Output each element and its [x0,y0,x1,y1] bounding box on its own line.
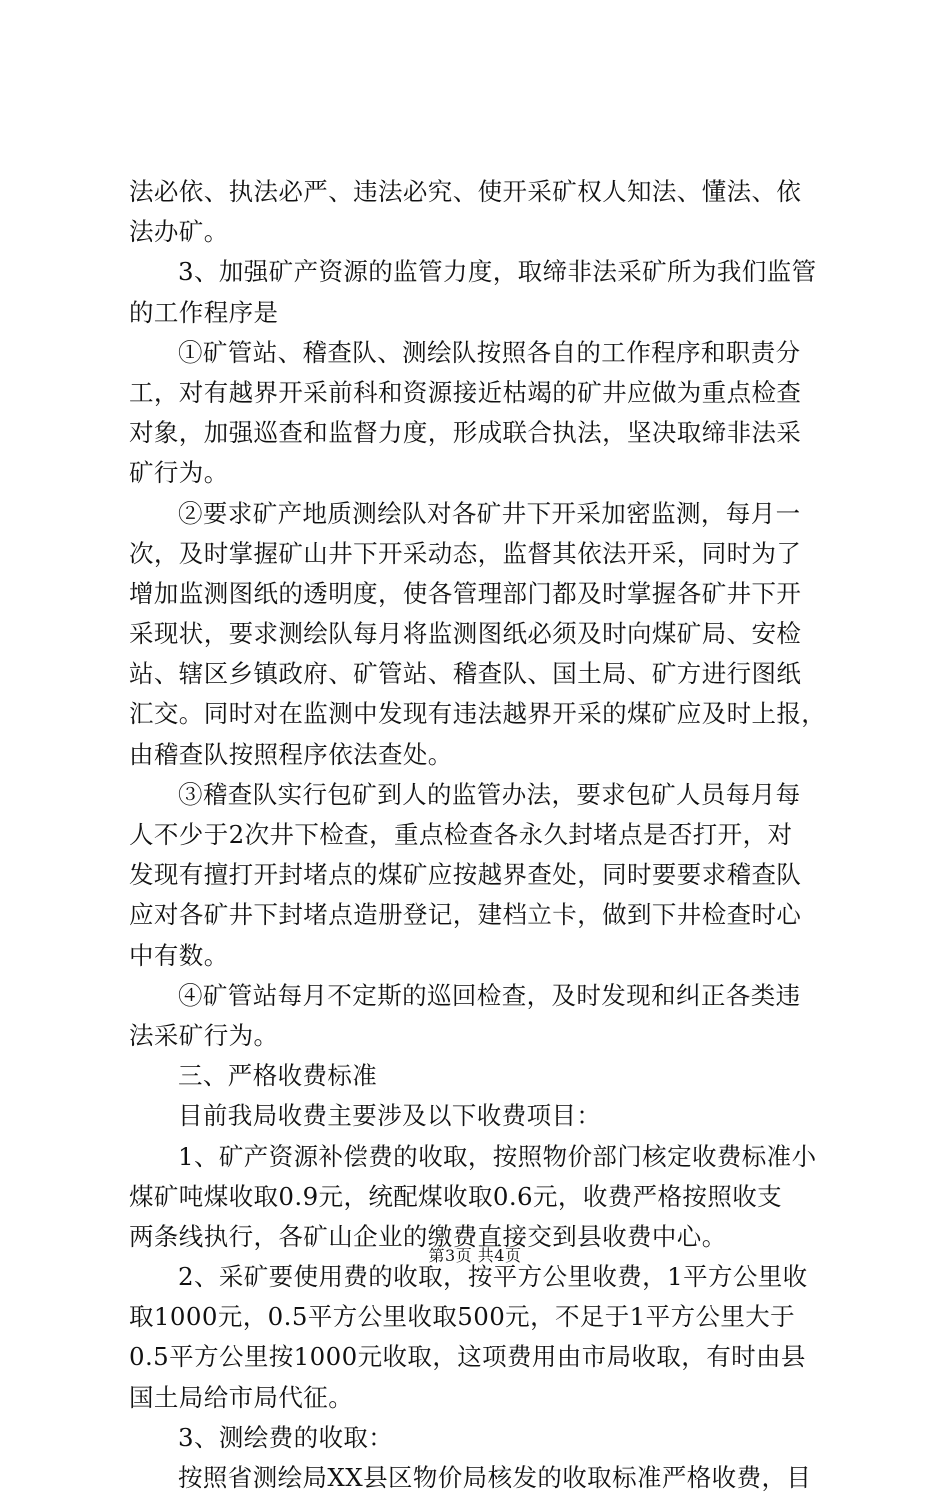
text-line: 取1000元，0.5平方公里收取500元，不足于1平方公里大于 [129,1302,796,1332]
text-line: 次，及时掌握矿山井下开采动态，监督其依法开采，同时为了 [129,538,802,568]
text-line: ②要求矿产地质测绘队对各矿井下开采加密监测，每月一 [178,498,801,528]
text-line: 0.5平方公里按1000元收取，这项费用由市局收取，有时由县 [129,1342,806,1372]
text-line: 汇交。同时对在监测中发现有违法越界开采的煤矿应及时上报， [129,699,827,729]
text-line: 3、测绘费的收取： [178,1422,394,1452]
text-line: 矿行为。 [129,458,229,488]
text-line: 法必依、执法必严、违法必究、使开采矿权人知法、懂法、依 [129,177,802,206]
text-line: 3、加强矿产资源的监管力度，取缔非法采矿所为我们监管 [178,257,817,287]
text-line: 人不少于2次井下检查，重点检查各永久封堵点是否打开，对 [129,820,793,849]
text-line: 2、采矿要使用费的收取，按平方公里收费，1平方公里收 [178,1262,808,1292]
text-line: ④矿管站每月不定斯的巡回检查，及时发现和纠正各类违 [178,980,801,1010]
text-line: 应对各矿井下封堵点造册登记，建档立卡，做到下井检查时心 [129,900,802,930]
text-line: 煤矿吨煤收取0.9元，统配煤收取0.6元，收费严格按照收支 [129,1181,783,1211]
text-line: 三、严格收费标准 [178,1061,378,1091]
text-line: 按照省测绘局XX县区物价局核发的收取标准严格收费，目 [178,1463,812,1492]
text-line: 国土局给市局代征。 [129,1382,354,1412]
document-body [129,172,829,1498]
text-line: 由稽查队按照程序依法查处。 [129,739,453,769]
text-line: 工，对有越界开采前科和资源接近枯竭的矿井应做为重点检查 [129,377,802,407]
text-line: 中有数。 [129,940,229,970]
text-line: 两条线执行，各矿山企业的缴费直接交到县收费中心。 [129,1221,727,1251]
text-line: 站、辖区乡镇政府、矿管站、稽查队、国土局、矿方进行图纸 [129,659,802,689]
text-line: 增加监测图纸的透明度，使各管理部门都及时掌握各矿井下开 [129,578,802,608]
text-line: 采现状，要求测绘队每月将监测图纸必须及时向煤矿局、安检 [129,619,802,649]
text-line: 目前我局收费主要涉及以下收费项目： [178,1101,602,1131]
text-line: 的工作程序是 [129,297,279,327]
text-line: 发现有擅打开封堵点的煤矿应按越界查处，同时要要求稽查队 [129,860,802,890]
text-line: ①矿管站、稽查队、测绘队按照各自的工作程序和职责分 [178,337,801,367]
text-line: 1、矿产资源补偿费的收取，按照物价部门核定收费标准小 [178,1141,817,1171]
text-line: 对象，加强巡查和监督力度，形成联合执法，坚决取缔非法采 [129,418,802,448]
page-number-footer: 第3页 共4页 [428,1246,522,1265]
text-line: 法采矿行为。 [129,1020,279,1050]
text-line: 法办矿。 [129,217,229,247]
text-line: ③稽查队实行包矿到人的监管办法，要求包矿人员每月每 [178,779,801,809]
